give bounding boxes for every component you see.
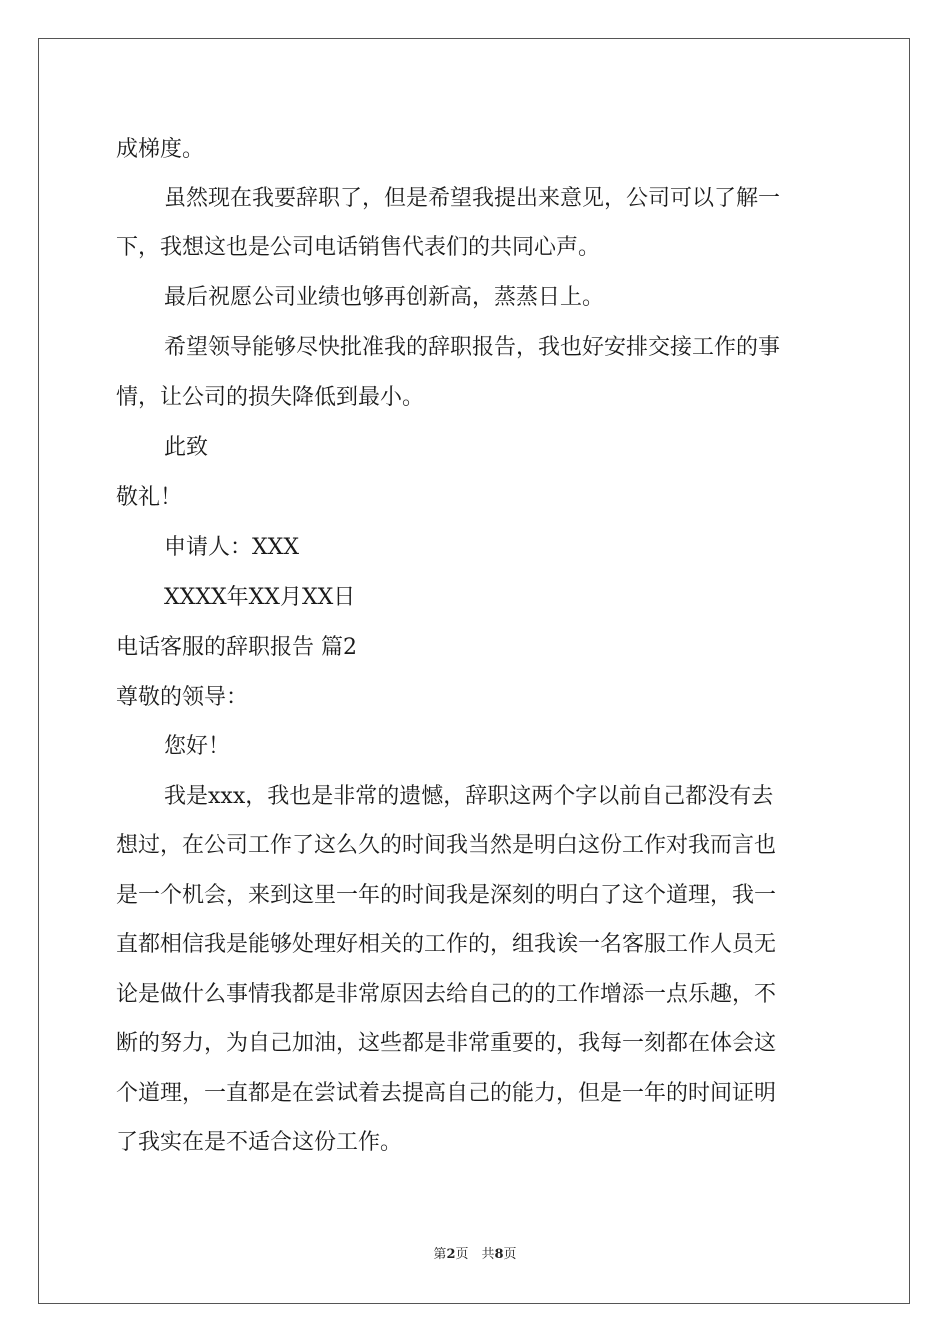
paragraph-line: 虽然现在我要辞职了，但是希望我提出来意见，公司可以了解一 <box>164 186 781 211</box>
page-number: 2 <box>446 1247 456 1262</box>
paragraph-line: 情，让公司的损失降低到最小。 <box>116 385 425 410</box>
applicant-line: 申请人：XXX <box>164 535 299 560</box>
page-suffix: 页 <box>503 1247 517 1262</box>
greeting-line: 尊敬的领导： <box>116 685 249 710</box>
page-total: 8 <box>494 1247 504 1262</box>
page-footer <box>0 1245 950 1265</box>
paragraph-line: 断的努力，为自己加油，这些都是非常重要的，我每一刻都在体会这 <box>116 1031 777 1056</box>
page-mid: 页 共 <box>455 1247 495 1262</box>
page-prefix: 第 <box>433 1247 447 1262</box>
paragraph-line: 直都相信我是能够处理好相关的工作的，组我诶一名客服工作人员无 <box>116 932 777 957</box>
greeting-line: 您好！ <box>164 734 231 759</box>
paragraph-line: 下，我想这也是公司电话销售代表们的共同心声。 <box>116 235 601 260</box>
paragraph-line: 我是xxx，我也是非常的遗憾，辞职这两个字以前自己都没有去 <box>164 784 774 809</box>
date-line: XXXX年XX月XX日 <box>164 585 356 610</box>
paragraph-line: 希望领导能够尽快批准我的辞职报告，我也好安排交接工作的事 <box>164 335 781 360</box>
paragraph-line: 想过，在公司工作了这么久的时间我当然是明白这份工作对我而言也 <box>116 833 777 858</box>
salutation-line: 敬礼！ <box>116 485 183 510</box>
section-title: 电话客服的辞职报告 篇2 <box>116 635 357 660</box>
paragraph-line: 个道理，一直都是在尝试着去提高自己的能力，但是一年的时间证明 <box>116 1081 777 1106</box>
paragraph-line: 最后祝愿公司业绩也够再创新高，蒸蒸日上。 <box>164 285 605 310</box>
paragraph-line: 论是做什么事情我都是非常原因去给自己的的工作增添一点乐趣，不 <box>116 982 777 1007</box>
paragraph-line: 成梯度。 <box>116 137 205 162</box>
closing-line: 此致 <box>164 435 209 460</box>
paragraph-line: 是一个机会，来到这里一年的时间我是深刻的明白了这个道理，我一 <box>116 883 777 908</box>
paragraph-line: 了我实在是不适合这份工作。 <box>116 1130 403 1155</box>
